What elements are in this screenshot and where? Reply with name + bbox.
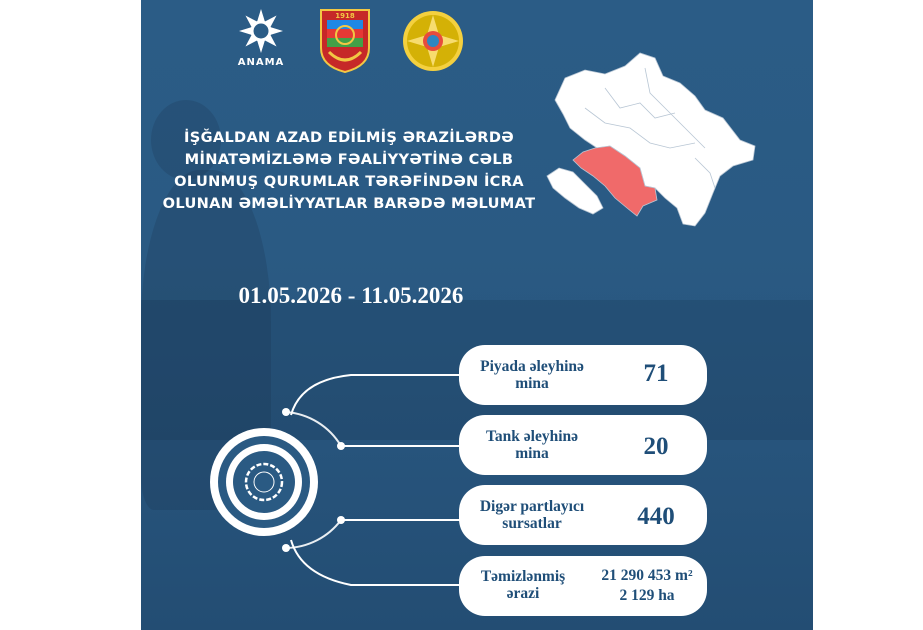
stat-card-anti-tank-mines — [459, 415, 707, 475]
anama-star-icon — [238, 8, 284, 54]
stat-label: Piyada əleyhinə mina — [480, 358, 584, 392]
stat-card-cleared-area — [459, 556, 707, 616]
central-ring-graphic — [201, 360, 471, 600]
svg-text:1918: 1918 — [335, 12, 355, 20]
anama-logo-text: ANAMA — [237, 57, 285, 68]
stat-value: 71 — [643, 360, 669, 387]
stat-card-anti-personnel-mines — [459, 345, 707, 405]
connector-line-4 — [291, 540, 465, 585]
army-emblem-logo — [319, 8, 371, 74]
stat-label: Təmizlənmiş ərazi — [480, 568, 566, 602]
azerbaijan-map — [545, 48, 760, 228]
army-shield-icon — [319, 8, 371, 74]
stat-value: 20 — [643, 433, 669, 460]
stat-value: 21 290 453 m² 2 129 ha — [601, 567, 693, 604]
emergency-emblem-icon — [401, 9, 465, 73]
page-title: İŞĞALDAN AZAD EDİLMİŞ ƏRAZİLƏRDƏ MİNATƏMİZLƏMƏ FƏALİYYƏTİNƏ CƏLB OLUNMUŞ QURUMLAR TƏRƏFİNDƏN İCRA OLUNAN ƏMƏLİYYATLAR BARƏDƏ MƏLUMAT — [162, 129, 536, 212]
emergency-ministry-logo — [401, 9, 465, 73]
connector-line-1 — [291, 375, 465, 415]
anama-logo — [229, 8, 293, 78]
stat-label: Digər partlayıcı sursatlar — [479, 498, 585, 532]
connector-dot-4 — [282, 544, 290, 552]
connector-dot-1 — [282, 408, 290, 416]
infographic-panel — [141, 0, 813, 630]
stat-card-other-explosives — [459, 485, 707, 545]
date-range: 01.05.2026 - 11.05.2026 — [238, 283, 464, 308]
stat-value: 440 — [637, 503, 675, 530]
ring-core — [233, 451, 295, 513]
stat-label: Tank əleyhinə mina — [485, 428, 579, 462]
